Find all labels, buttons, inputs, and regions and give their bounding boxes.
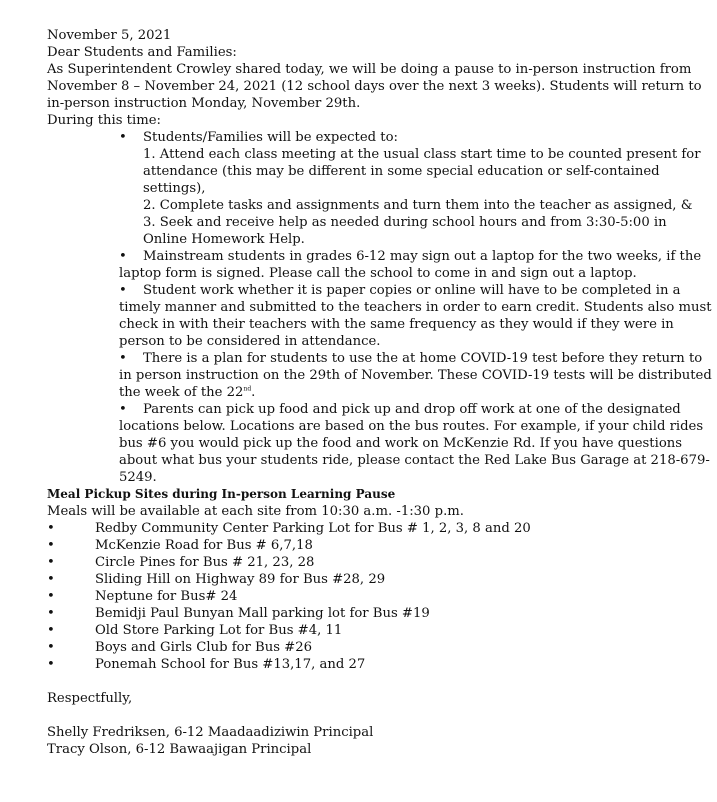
bullet-line: 2. Complete tasks and assignments and turn them into the teacher as assigned, &: [143, 198, 693, 213]
spacer: [47, 673, 677, 690]
intro-line: November 8 – November 24, 2021 (12 school days over the next 3 weeks). Students will return to: [47, 79, 702, 94]
bullet-glyph: •: [119, 130, 127, 145]
intro-line: As Superintendent Crowley shared today, we will be doing a pause to in-person instruction from: [47, 62, 692, 77]
list-item: [47, 639, 677, 656]
list-item: [119, 350, 712, 401]
meal-hours: Meals will be available at each site from 10:30 a.m. -1:30 p.m.: [47, 504, 464, 519]
letter: [47, 27, 712, 758]
letter-date: November 5, 2021: [47, 28, 172, 43]
bullet-line: in person instruction on the 29th of November. These COVID-19 tests will be distributed: [119, 368, 712, 383]
bullet-line: bus #6 you would pick up the food and work on McKenzie Rd. If you have questions: [119, 436, 683, 451]
bullet-glyph: •: [47, 555, 55, 570]
bullet-line: about what bus your students ride, please contact the Red Lake Bus Garage at 218-679-: [119, 453, 710, 468]
list-item: [47, 588, 677, 605]
closing: Respectfully,: [47, 691, 133, 706]
list-item: [47, 571, 677, 588]
list-item: [47, 656, 677, 673]
bullet-line: locations below. Locations are based on the bus routes. For example, if your child rides: [119, 419, 704, 434]
letter-greeting: Dear Students and Families:: [47, 45, 237, 60]
bullet-glyph: •: [47, 521, 55, 536]
list-item: [47, 520, 677, 537]
list-item: [47, 537, 677, 554]
intro-line: in-person instruction Monday, November 29th.: [47, 96, 361, 111]
bullet-lead: Students/Families will be expected to:: [143, 130, 398, 145]
bullet-line: Online Homework Help.: [143, 232, 305, 247]
bullet-glyph: •: [47, 538, 55, 553]
bullet-glyph: •: [47, 572, 55, 587]
signature: Shelly Fredriksen, 6-12 Maadaadiziwin Principal: [47, 725, 374, 740]
meal-site: Bemidji Paul Bunyan Mall parking lot for Bus #19: [95, 606, 430, 621]
bullet-line: attendance (this may be different in some special education or self-contained: [143, 164, 660, 179]
meal-site: Sliding Hill on Highway 89 for Bus #28, 29: [95, 572, 386, 587]
bullet-line: laptop form is signed. Please call the school to come in and sign out a laptop.: [119, 266, 637, 281]
expectations-list: [47, 129, 712, 486]
bullet-glyph: •: [47, 623, 55, 638]
bullet-glyph: •: [119, 283, 127, 298]
list-item: [119, 248, 702, 282]
meal-site: Boys and Girls Club for Bus #26: [95, 640, 312, 655]
bullet-line: 1. Attend each class meeting at the usual class start time to be counted present for: [143, 147, 701, 162]
signature: Tracy Olson, 6-12 Bawaajigan Principal: [47, 742, 312, 757]
bullet-line: person to be considered in attendance.: [119, 334, 381, 349]
bullet-glyph: •: [119, 249, 127, 264]
during-heading: During this time:: [47, 113, 161, 128]
bullet-line: the week of the 22: [119, 385, 244, 400]
bullet-line: timely manner and submitted to the teachers in order to earn credit. Students also must: [119, 300, 712, 315]
bullet-glyph: •: [47, 657, 55, 672]
bullet-glyph: •: [47, 606, 55, 621]
bullet-glyph: •: [119, 351, 127, 366]
bullet-glyph: •: [47, 589, 55, 604]
meal-site: Redby Community Center Parking Lot for Bus # 1, 2, 3, 8 and 20: [95, 521, 531, 536]
bullet-line: check in with their teachers with the same frequency as they would if they were in: [119, 317, 674, 332]
bullet-line: Student work whether it is paper copies or online will have to be completed in a: [143, 283, 681, 298]
bullet-line: Mainstream students in grades 6-12 may sign out a laptop for the two weeks, if the: [143, 249, 702, 264]
list-item: [119, 401, 710, 486]
sentence-end: .: [251, 385, 256, 400]
bullet-line: 3. Seek and receive help as needed during school hours and from 3:30-5:00 in: [143, 215, 667, 230]
meal-section-title: Meal Pickup Sites during In-person Learning Pause: [47, 487, 396, 501]
bullet-line: Parents can pick up food and pick up and drop off work at one of the designated: [143, 402, 681, 417]
bullet-glyph: •: [119, 402, 127, 417]
list-item: [119, 282, 712, 350]
bullet-line: settings),: [143, 181, 206, 196]
list-item: [47, 605, 677, 622]
meal-site: McKenzie Road for Bus # 6,7,18: [95, 538, 313, 553]
list-item: [47, 554, 677, 571]
list-item: [119, 129, 701, 248]
bullet-glyph: •: [47, 640, 55, 655]
bullet-line: There is a plan for students to use the at home COVID-19 test before they return to: [143, 351, 703, 366]
meal-site: Old Store Parking Lot for Bus #4, 11: [95, 623, 343, 638]
ordinal-suffix: nd: [243, 385, 252, 393]
list-item: [47, 622, 677, 639]
meal-site: Neptune for Bus# 24: [95, 589, 238, 604]
meal-site: Ponemah School for Bus #13,17, and 27: [95, 657, 366, 672]
meal-site: Circle Pines for Bus # 21, 23, 28: [95, 555, 315, 570]
meal-sites-list: [47, 520, 677, 673]
bullet-line: 5249.: [119, 470, 157, 485]
spacer: [47, 707, 677, 724]
